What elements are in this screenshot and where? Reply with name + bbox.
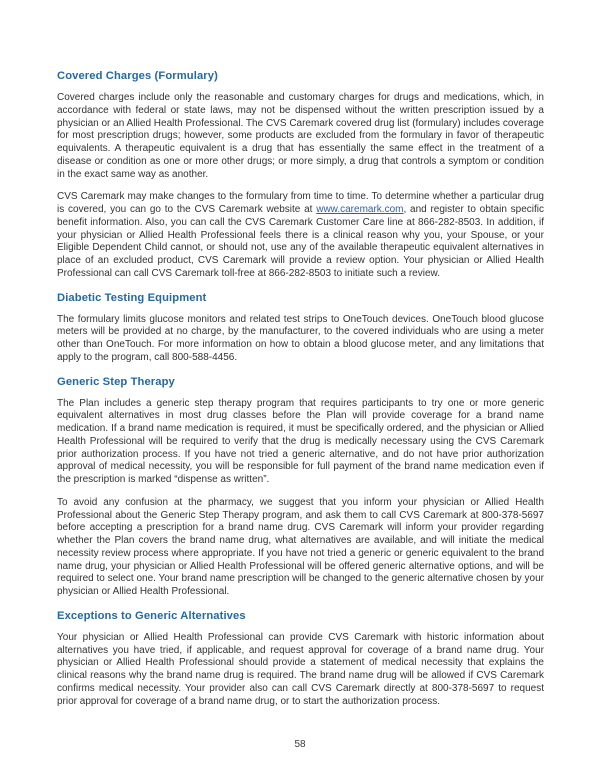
paragraph-text-before-link: CVS Caremark may make changes to the formulary from time to time. To determine whether a particular drug is covered, you can go to the CVS Caremark website at bbox=[57, 191, 544, 215]
paragraph-covered-charges-1: Covered charges include only the reasonable and customary charges for drugs and medications, which, in accordance with federal or state laws, may not be dispensed without the written prescription issued by a physician or an Allied Health Professional. The CVS Caremark covered drug list (formulary) includes coverage for most prescription drugs; however, some products are excluded from the formulary in favor of therapeutic equivalents. A therapeutic equivalent is a drug that has essentially the same effect in the treatment of a disease or condition as one or more other drugs; or more simply, a drug that controls a symptom or condition in the exact same way as another. bbox=[57, 92, 544, 180]
page-content bbox=[57, 70, 544, 708]
section-heading-exceptions-to-generic-alternatives: Exceptions to Generic Alternatives bbox=[57, 609, 246, 622]
section-covered-charges bbox=[57, 70, 544, 281]
page-number: 58 bbox=[294, 739, 306, 750]
paragraph-exceptions-1: Your physician or Allied Health Professional can provide CVS Caremark with historic information about alternatives you have tried, if applicable, and request approval for coverage of a brand name drug. Your physician or Allied Health Professional should provide a statement of medical necessity that explains the clinical reasons why the brand name drug is required. The brand name drug will be allowed if CVS Caremark confirms medical necessity. Your provider also can call CVS Caremark directly at 800-378-5697 to request prior approval for coverage of a brand name drug, or to start the authorization process. bbox=[57, 631, 544, 707]
paragraph-generic-step-therapy-2: To avoid any confusion at the pharmacy, we suggest that you inform your physician or Allied Health Professional about the Generic Step Therapy program, and ask them to call CVS Caremark at 800-378-5697 before accepting a prescription for a brand name drug. CVS Caremark will inform your provider regarding whether the Plan covers the brand name drug, what alternatives are available, and will initiate the medical necessity review process where appropriate. If you have not tried a generic or generic equivalent to the brand name drug, your physician or Allied Health Professional will be offered generic alternative options, and will be required to select one. Your brand name prescription will be changed to the generic alternative chosen by your physician or Allied Health Professional. bbox=[57, 496, 544, 597]
section-heading-covered-charges: Covered Charges (Formulary) bbox=[57, 70, 218, 82]
caremark-website-link[interactable]: www.caremark.com bbox=[316, 204, 404, 215]
section-diabetic-testing-equipment bbox=[57, 292, 544, 365]
section-heading-diabetic-testing-equipment: Diabetic Testing Equipment bbox=[57, 291, 207, 304]
section-generic-step-therapy bbox=[57, 376, 544, 599]
paragraph-generic-step-therapy-1: The Plan includes a generic step therapy program that requires participants to try one or more generic equivalent alternatives in most drug classes before the Plan will provide coverage for a brand name medication. If a brand name medication is required, it must be specifically ordered, and the physician or Allied Health Professional will be required to verify that the drug is medically necessary using the CVS Caremark prior authorization process. If you have not tried a generic alternative, and do not have prior authorization approval of medical necessity, you will be responsible for full payment of the brand name medication even if the prescription is marked “dispense as written”. bbox=[57, 397, 544, 485]
paragraph-covered-charges-2 bbox=[57, 191, 544, 280]
section-heading-generic-step-therapy: Generic Step Therapy bbox=[57, 375, 175, 388]
paragraph-text-after-link: , and register to obtain specific benefit information. Also, you can call the CVS Caremark Customer Care line at 866-282-8503. In addition, if your physician or Allied Health Professional feels there is a clinical reason why you, your Spouse, or your Eligible Dependent Child cannot, or should not, use any of the available therapeutic equivalent alternatives in place of an excluded product, CVS Caremark will provide a review option. Your physician or Allied Health Professional can call CVS Caremark toll-free at 866-282-8503 to initiate such a review. bbox=[57, 204, 544, 279]
paragraph-diabetic-testing-1: The formulary limits glucose monitors and related test strips to OneTouch devices. OneTouch blood glucose meters will be provided at no charge, by the manufacturer, to the covered individuals who are using a meter other than OneTouch. For more information on how to obtain a blood glucose meter, and any limitations that apply to the program, call 800-588-4456. bbox=[57, 313, 544, 363]
section-exceptions-to-generic-alternatives bbox=[57, 610, 544, 709]
